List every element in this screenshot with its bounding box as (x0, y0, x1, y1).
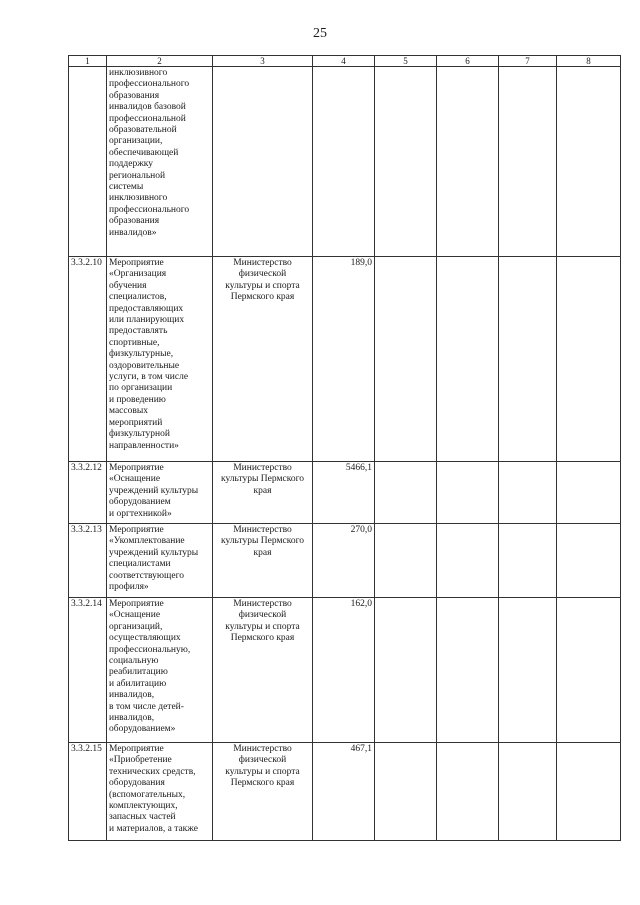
row-cell-5 (375, 257, 437, 462)
row-cell-7 (499, 743, 557, 841)
row-code: 3.3.2.10 (69, 257, 107, 462)
row-cell-5 (375, 598, 437, 743)
row-event: Мероприятие «Укомплектование учреждений культуры специалистами соответствующего профиля» (107, 524, 213, 598)
row-cell-8 (557, 598, 621, 743)
page-number: 25 (313, 26, 327, 41)
row-amount: 5466,1 (313, 462, 375, 524)
row-code: 3.3.2.15 (69, 743, 107, 841)
row-amount: 189,0 (313, 257, 375, 462)
column-header-8: 8 (557, 56, 621, 67)
column-header-7: 7 (499, 56, 557, 67)
row-cell-7 (499, 598, 557, 743)
table-row (69, 67, 621, 257)
budget-table (68, 55, 621, 841)
row-amount: 162,0 (313, 598, 375, 743)
row-event: Мероприятие «Приобретение технических средств, оборудования (вспомогательных, комплектующих, запасных частей и материалов, а также (107, 743, 213, 841)
row-cell-5 (375, 524, 437, 598)
row-cell-6 (437, 598, 499, 743)
row-event: Мероприятие «Оснащение учреждений культуры оборудованием и оргтехникой» (107, 462, 213, 524)
row-cell-5 (375, 743, 437, 841)
row-cell-8 (557, 462, 621, 524)
header-row (69, 56, 621, 67)
row-cell-8 (557, 743, 621, 841)
row-executor: Министерство культуры Пермского края (213, 462, 313, 524)
table-row (69, 598, 621, 743)
row-cell-7 (499, 462, 557, 524)
row-amount: 467,1 (313, 743, 375, 841)
row-code: 3.3.2.13 (69, 524, 107, 598)
row-cell-8 (557, 67, 621, 257)
row-cell-8 (557, 524, 621, 598)
row-code: 3.3.2.14 (69, 598, 107, 743)
row-cell-6 (437, 743, 499, 841)
row-executor (213, 67, 313, 257)
row-cell-5 (375, 67, 437, 257)
row-cell-6 (437, 257, 499, 462)
row-amount: 270,0 (313, 524, 375, 598)
table-row (69, 257, 621, 462)
table-row (69, 524, 621, 598)
column-header-5: 5 (375, 56, 437, 67)
row-executor: Министерство физической культуры и спорта Пермского края (213, 598, 313, 743)
row-event: Мероприятие «Оснащение организаций, осуществляющих профессиональную, социальную реабилитацию и абилитацию инвалидов, в том числе детей- инвалидов, оборудованием» (107, 598, 213, 743)
row-event: Мероприятие «Организация обучения специалистов, предоставляющих или планирующих предоставлять спортивные, физкультурные, оздоровительные услуги, в том числе по организации и проведению массовых мероприятий физкультурной направленности» (107, 257, 213, 462)
row-cell-6 (437, 67, 499, 257)
table-row (69, 462, 621, 524)
row-event: инклюзивного профессионального образования инвалидов базовой профессиональной образовательной организации, обеспечивающей поддержку региональной системы инклюзивного профессионального образования инвалидов» (107, 67, 213, 257)
table-row (69, 743, 621, 841)
row-cell-7 (499, 524, 557, 598)
column-header-4: 4 (313, 56, 375, 67)
column-header-1: 1 (69, 56, 107, 67)
row-executor: Министерство физической культуры и спорта Пермского края (213, 257, 313, 462)
row-cell-7 (499, 67, 557, 257)
row-cell-6 (437, 462, 499, 524)
row-amount (313, 67, 375, 257)
column-header-6: 6 (437, 56, 499, 67)
row-cell-6 (437, 524, 499, 598)
row-executor: Министерство физической культуры и спорта Пермского края (213, 743, 313, 841)
row-cell-8 (557, 257, 621, 462)
row-code: 3.3.2.12 (69, 462, 107, 524)
row-code (69, 67, 107, 257)
column-header-3: 3 (213, 56, 313, 67)
row-cell-5 (375, 462, 437, 524)
row-cell-7 (499, 257, 557, 462)
column-header-2: 2 (107, 56, 213, 67)
row-executor: Министерство культуры Пермского края (213, 524, 313, 598)
